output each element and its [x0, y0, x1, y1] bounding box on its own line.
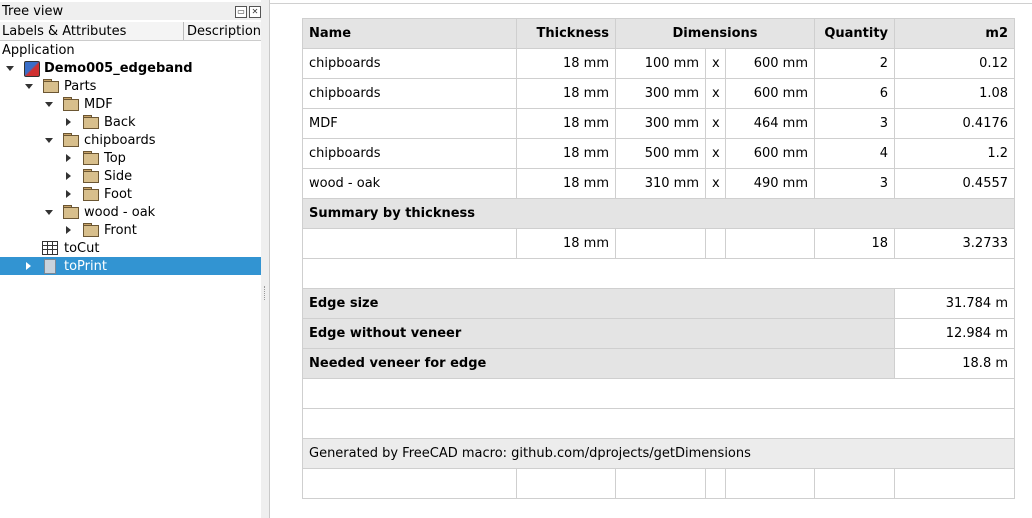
- cell-thickness: 18 mm: [517, 79, 616, 109]
- cell-name: chipboards: [303, 139, 517, 169]
- cell-m2: 0.4176: [895, 109, 1015, 139]
- edge-without-veneer-row: [303, 319, 1015, 349]
- cell-x: x: [706, 109, 726, 139]
- tree-item-label: Side: [104, 169, 133, 184]
- tree-item-label: Back: [104, 115, 136, 130]
- collapse-arrow-icon[interactable]: [66, 190, 71, 198]
- header-name: Name: [303, 19, 517, 49]
- column-description[interactable]: Description: [187, 24, 262, 39]
- cell-quantity: 3: [815, 169, 895, 199]
- expand-arrow-icon[interactable]: [45, 102, 53, 107]
- view-divider: [270, 3, 1032, 4]
- collapse-arrow-icon[interactable]: [66, 154, 71, 162]
- print-view: [270, 0, 1032, 518]
- tree-item-label: toPrint: [64, 259, 107, 274]
- needed-veneer-row: [303, 349, 1015, 379]
- folder-icon: [63, 205, 79, 218]
- cell-dim1: 100 mm: [616, 49, 706, 79]
- cell-name: wood - oak: [303, 169, 517, 199]
- page-icon: [44, 259, 56, 274]
- cell-dim1: 300 mm: [616, 79, 706, 109]
- tree-item-label: Front: [104, 223, 137, 238]
- folder-icon: [83, 169, 99, 182]
- cell-quantity: 6: [815, 79, 895, 109]
- tree-view-title: Tree view: [2, 4, 64, 19]
- tree-view-titlebar: [0, 2, 261, 20]
- tree-view-panel: [0, 0, 261, 518]
- empty-row: [303, 469, 1015, 499]
- spacer-row: [303, 259, 1015, 289]
- summary-row: [303, 229, 1015, 259]
- edge-size-row: [303, 289, 1015, 319]
- cell-thickness: 18 mm: [517, 109, 616, 139]
- needed-veneer-value: 18.8 m: [895, 349, 1015, 379]
- tree-item-label: Demo005_edgeband: [44, 61, 193, 76]
- tree-item-label: Top: [104, 151, 126, 166]
- folder-icon: [43, 79, 59, 92]
- tree-item-label: Foot: [104, 187, 133, 202]
- folder-icon: [83, 115, 99, 128]
- edge-without-veneer-label: Edge without veneer: [303, 319, 895, 349]
- expand-arrow-icon[interactable]: [6, 66, 14, 71]
- footer-row: [303, 439, 1015, 469]
- tree-item-mdf[interactable]: [0, 95, 261, 113]
- edge-size-value: 31.784 m: [895, 289, 1015, 319]
- cell-empty: [616, 229, 706, 259]
- cell-empty: [517, 469, 616, 499]
- spacer-row: [303, 379, 1015, 409]
- table-row: [303, 49, 1015, 79]
- folder-icon: [63, 133, 79, 146]
- cell-empty: [303, 229, 517, 259]
- summary-quantity: 18: [815, 229, 895, 259]
- cell-dim1: 500 mm: [616, 139, 706, 169]
- collapse-arrow-icon[interactable]: [26, 262, 31, 270]
- collapse-arrow-icon[interactable]: [66, 226, 71, 234]
- cell-thickness: 18 mm: [517, 49, 616, 79]
- header-m2: m2: [895, 19, 1015, 49]
- splitter-grip[interactable]: [264, 286, 267, 300]
- cell-x: x: [706, 139, 726, 169]
- folder-icon: [63, 97, 79, 110]
- cell-empty: [895, 469, 1015, 499]
- tree-item-toprint[interactable]: [0, 257, 261, 275]
- cell-dim1: 300 mm: [616, 109, 706, 139]
- table-row: [303, 109, 1015, 139]
- table-header-row: [303, 19, 1015, 49]
- panel-splitter[interactable]: [261, 0, 270, 518]
- tree-item-chipboards[interactable]: [0, 131, 261, 149]
- cell-name: chipboards: [303, 79, 517, 109]
- cell-empty: [303, 469, 517, 499]
- folder-icon: [83, 151, 99, 164]
- cell-dim2: 600 mm: [726, 79, 815, 109]
- cell-dim2: 600 mm: [726, 49, 815, 79]
- spreadsheet-icon: [42, 241, 58, 255]
- folder-icon: [83, 223, 99, 236]
- cell-m2: 0.12: [895, 49, 1015, 79]
- cell-empty: [706, 469, 726, 499]
- summary-title: Summary by thickness: [303, 199, 1015, 229]
- cell-dim2: 490 mm: [726, 169, 815, 199]
- freecad-document-icon: [24, 61, 40, 77]
- tree-item-back[interactable]: [0, 113, 261, 131]
- cell-empty: [303, 409, 1015, 439]
- cell-empty: [815, 469, 895, 499]
- collapse-arrow-icon[interactable]: [66, 118, 71, 126]
- cell-m2: 1.08: [895, 79, 1015, 109]
- summary-m2: 3.2733: [895, 229, 1015, 259]
- header-dimensions: Dimensions: [616, 19, 815, 49]
- edge-size-label: Edge size: [303, 289, 895, 319]
- cell-m2: 0.4557: [895, 169, 1015, 199]
- table-row: [303, 79, 1015, 109]
- tree-item-application[interactable]: [0, 41, 261, 59]
- summary-thickness: 18 mm: [517, 229, 616, 259]
- tree-item-document[interactable]: [0, 59, 261, 77]
- cell-empty: [616, 469, 706, 499]
- close-panel-icon[interactable]: ✕: [249, 6, 261, 18]
- cell-quantity: 4: [815, 139, 895, 169]
- cell-dim2: 464 mm: [726, 109, 815, 139]
- tree-item-tocut[interactable]: [0, 239, 261, 257]
- cell-empty: [303, 379, 1015, 409]
- spacer-row: [303, 409, 1015, 439]
- cell-name: MDF: [303, 109, 517, 139]
- expand-arrow-icon[interactable]: [45, 210, 53, 215]
- collapse-arrow-icon[interactable]: [66, 172, 71, 180]
- cell-name: chipboards: [303, 49, 517, 79]
- tree-item-front[interactable]: [0, 221, 261, 239]
- expand-arrow-icon[interactable]: [45, 138, 53, 143]
- tree-item-label: chipboards: [84, 133, 156, 148]
- cell-x: x: [706, 79, 726, 109]
- cell-x: x: [706, 49, 726, 79]
- table-row: [303, 169, 1015, 199]
- cell-x: x: [706, 169, 726, 199]
- cell-empty: [726, 469, 815, 499]
- cell-dim1: 310 mm: [616, 169, 706, 199]
- column-divider[interactable]: [183, 22, 184, 40]
- float-panel-icon[interactable]: ▭: [235, 6, 247, 18]
- folder-icon: [83, 187, 99, 200]
- cell-dim2: 600 mm: [726, 139, 815, 169]
- tree-item-parts[interactable]: [0, 77, 261, 95]
- column-labels-attributes[interactable]: Labels & Attributes: [2, 24, 127, 39]
- tree-item-label: Parts: [64, 79, 97, 94]
- header-quantity: Quantity: [815, 19, 895, 49]
- cell-m2: 1.2: [895, 139, 1015, 169]
- tree-item-label: Application: [2, 43, 75, 58]
- header-thickness: Thickness: [517, 19, 616, 49]
- cell-quantity: 2: [815, 49, 895, 79]
- summary-header-row: [303, 199, 1015, 229]
- tree-item-wood-oak[interactable]: [0, 203, 261, 221]
- tree-item-foot[interactable]: [0, 185, 261, 203]
- tree-item-label: wood - oak: [84, 205, 156, 220]
- tree-item-label: MDF: [84, 97, 113, 112]
- tree-item-top[interactable]: [0, 149, 261, 167]
- tree-item-label: toCut: [64, 241, 100, 256]
- cell-empty: [726, 229, 815, 259]
- cell-quantity: 3: [815, 109, 895, 139]
- needed-veneer-label: Needed veneer for edge: [303, 349, 895, 379]
- table-row: [303, 139, 1015, 169]
- cell-thickness: 18 mm: [517, 139, 616, 169]
- footer-note: Generated by FreeCAD macro: github.com/dprojects/getDimensions: [303, 439, 1015, 469]
- edge-without-veneer-value: 12.984 m: [895, 319, 1015, 349]
- cell-thickness: 18 mm: [517, 169, 616, 199]
- expand-arrow-icon[interactable]: [25, 84, 33, 89]
- cell-empty: [303, 259, 1015, 289]
- tree-item-side[interactable]: [0, 167, 261, 185]
- cell-empty: [706, 229, 726, 259]
- tree-column-header: [0, 22, 261, 41]
- dimensions-table: [302, 18, 1015, 499]
